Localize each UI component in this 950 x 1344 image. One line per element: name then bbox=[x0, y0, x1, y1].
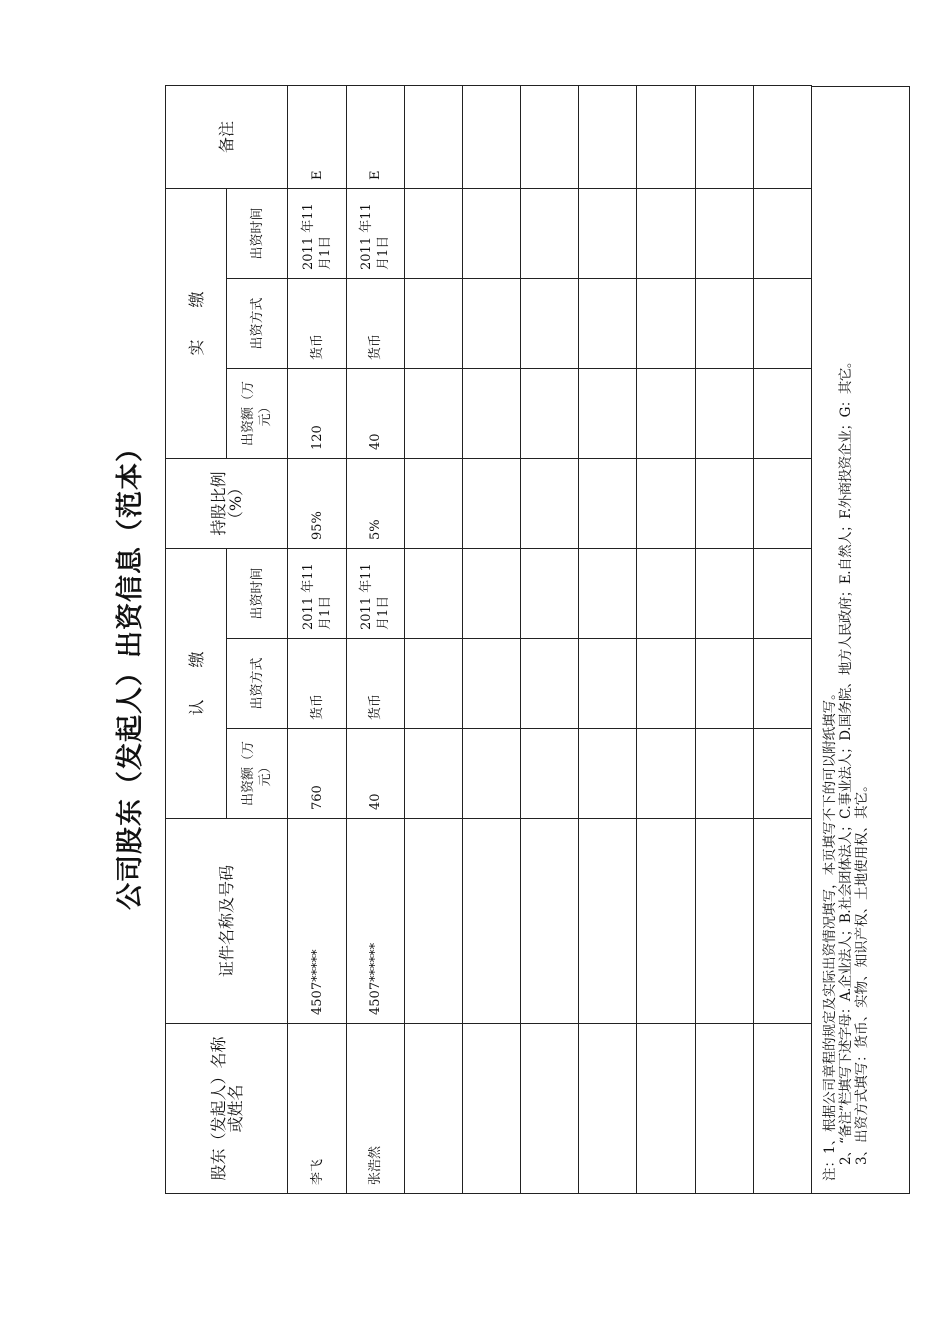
note-line: 注：1、根据公司章程的规定及实际出资情况填写，本页填写不下的可以附纸填写。 bbox=[822, 686, 838, 1181]
header-paid: 实 缴 bbox=[166, 188, 227, 458]
cell-sub-time: 2011 年11月1日 bbox=[346, 548, 404, 638]
capital-contribution-table bbox=[165, 85, 812, 1194]
header-remarks: 备注 bbox=[166, 85, 288, 188]
header-subscribed: 认 缴 bbox=[166, 548, 227, 818]
cell-remark: E bbox=[346, 85, 404, 188]
header-sub-method: 出资方式 bbox=[227, 639, 288, 729]
header-shareholder-name: 股东（发起人）名称或姓名 bbox=[166, 1024, 288, 1194]
table-row-empty bbox=[637, 85, 695, 1193]
cell-sub-method: 货币 bbox=[288, 639, 346, 729]
cell-paid-time: 2011 年11月1日 bbox=[288, 188, 346, 278]
cell-paid-method: 货币 bbox=[288, 278, 346, 368]
cell-sub-amount: 760 bbox=[288, 729, 346, 819]
cell-name: 李飞 bbox=[288, 1024, 346, 1194]
header-row-top bbox=[166, 85, 227, 1193]
note-line: 2、“备注”栏填写下述字母：A.企业法人；B.社会团体法人；C.事业法人；D.国务院、地方人民政府；E.自然人；F.外商投资企业；G：其它。 bbox=[838, 355, 854, 1165]
header-id-document: 证件名称及号码 bbox=[166, 819, 288, 1024]
table-row bbox=[346, 85, 404, 1193]
header-paid-time: 出资时间 bbox=[227, 188, 288, 278]
cell-ratio: 95% bbox=[288, 458, 346, 548]
header-paid-method: 出资方式 bbox=[227, 278, 288, 368]
cell-remark: E bbox=[288, 85, 346, 188]
table-row-empty bbox=[695, 85, 753, 1193]
note-line: 3、出资方式填写：货币、实物、知识产权、土地使用权、其它。 bbox=[854, 778, 870, 1165]
cell-paid-amount: 120 bbox=[288, 368, 346, 458]
table-row-empty bbox=[579, 85, 637, 1193]
cell-sub-method: 货币 bbox=[346, 639, 404, 729]
cell-paid-method: 货币 bbox=[346, 278, 404, 368]
header-sub-amount: 出资额（万元） bbox=[227, 729, 288, 819]
table-row bbox=[288, 85, 346, 1193]
cell-paid-amount: 40 bbox=[346, 368, 404, 458]
cell-ratio: 5% bbox=[346, 458, 404, 548]
header-sub-time: 出资时间 bbox=[227, 548, 288, 638]
cell-id: 4507***** bbox=[288, 819, 346, 1024]
notes-section bbox=[812, 86, 910, 1194]
table-row-empty bbox=[521, 85, 579, 1193]
header-share-ratio: 持股比例（%） bbox=[166, 458, 288, 548]
header-paid-amount: 出资额（万元） bbox=[227, 368, 288, 458]
table-row-empty bbox=[753, 85, 811, 1193]
cell-id: 4507****** bbox=[346, 819, 404, 1024]
table-row-empty bbox=[404, 85, 462, 1193]
page-title: 公司股东（发起人）出资信息（范本） bbox=[115, 434, 146, 910]
cell-paid-time: 2011 年11月1日 bbox=[346, 188, 404, 278]
cell-name: 张浩然 bbox=[346, 1024, 404, 1194]
table-row-empty bbox=[462, 85, 520, 1193]
cell-sub-amount: 40 bbox=[346, 729, 404, 819]
cell-sub-time: 2011 年11月1日 bbox=[288, 548, 346, 638]
